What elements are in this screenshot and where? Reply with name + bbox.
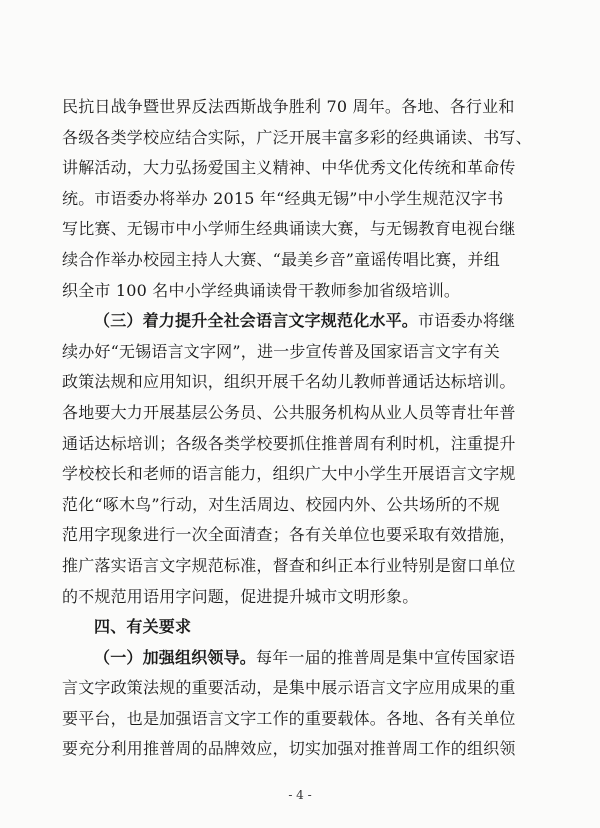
section-3-heading: （三）着力提升全社会语言文字规范化水平。 [94, 311, 419, 331]
text-line: 统。市语委办将举办 2015 年“经典无锡”中小学生规范汉字书 [62, 188, 504, 208]
text-line: 各级各类学校应结合实际，广泛开展丰富多彩的经典诵读、书写、 [62, 127, 532, 147]
text-line: 织全市 100 名中小学经典诵读骨干教师参加省级培训。 [62, 280, 461, 300]
text-line: 要充分利用推普周的品牌效应，切实加强对推普周工作的组织领 [62, 739, 516, 759]
page-number: - 4 - [288, 788, 312, 802]
text-line: 的不规范用语用字问题，促进提升城市文明形象。 [62, 586, 419, 606]
text-line: 学校校长和老师的语言能力，组织广大中小学生开展语言文字规 [62, 464, 516, 484]
section-3-first-line [62, 306, 540, 337]
text-line: 续办好“无锡语言文字网”，进一步宣传普及国家语言文字有关 [62, 341, 500, 361]
section-heading-text: 四、有关要求 [94, 617, 192, 637]
section-3-text: 市语委办将继 [418, 311, 516, 331]
text-line: 范化“啄木鸟”行动，对生活周边、校园内外、公共场所的不规 [62, 494, 500, 514]
text-line: 续合作举办校园主持人大赛、“最美乡音”童谣传唱比赛，并组 [62, 249, 500, 269]
section-4-1-text: 每年一届的推普周是集中宣传国家语 [256, 647, 516, 667]
text-line: 言文字政策法规的重要活动，是集中展示语言文字应用成果的重 [62, 678, 516, 698]
text-line: 推广落实语言文字规范标准，督查和纠正本行业特别是窗口单位 [62, 555, 516, 575]
text-line: 写比赛、无锡市中小学师生经典诵读大赛，与无锡教育电视台继 [62, 219, 516, 239]
text-line: 范用字现象进行一次全面清查；各有关单位也要采取有效措施， [62, 525, 516, 545]
text-line: 讲解活动，大力弘扬爱国主义精神、中华优秀文化传统和革命传 [62, 158, 516, 178]
text-line: 政策法规和应用知识，组织开展千名幼儿教师普通话达标培训。 [62, 372, 516, 392]
section-4-1-heading: （一）加强组织领导。 [94, 647, 257, 667]
text-line: 民抗日战争暨世界反法西斯战争胜利 70 周年。各地、各行业和 [62, 97, 515, 116]
section-4-1-first-line [62, 643, 540, 674]
document-body [62, 92, 540, 765]
section-heading [62, 612, 540, 643]
text-line: 通话达标培训；各级各类学校要抓住推普周有利时机，注重提升 [62, 433, 516, 453]
text-line: 各地要大力开展基层公务员、公共服务机构从业人员等青壮年普 [62, 402, 516, 422]
text-line: 要平台，也是加强语言文字工作的重要载体。各地、各有关单位 [62, 708, 516, 728]
